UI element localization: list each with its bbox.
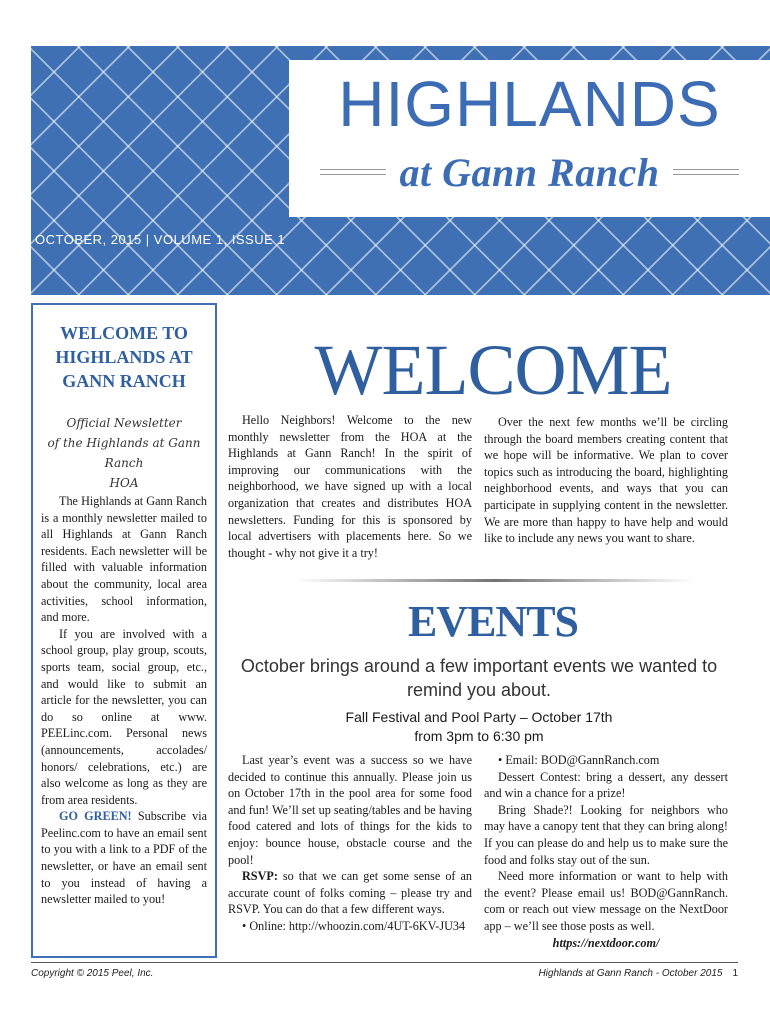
events-rsvp-paragraph [228, 868, 472, 918]
events-subhead [240, 708, 718, 746]
events-intro: October brings around a few important events we wanted to remind you about. [240, 656, 718, 700]
bring-shade-paragraph: Bring Shade?! Looking for neighbors who may have a canopy tent that they can bring along! If you can please do and help us to make sure the food and folks stay out of the sun. [484, 802, 728, 867]
footer-copyright: Copyright © 2015 Peel, Inc. [31, 968, 154, 979]
issue-line: OCTOBER, 2015 | VOLUME 1, ISSUE 1 [35, 232, 286, 247]
newsletter-subtitle: at Gann Ranch [399, 149, 660, 195]
footer-publication [538, 968, 738, 979]
events-column-1 [228, 752, 472, 935]
subtitle-rule-right [673, 169, 739, 175]
subtitle-row [289, 144, 770, 200]
subtitle-rule-left [320, 169, 386, 175]
sidebar-box [31, 303, 217, 958]
events-subhead-line-2: from 3pm to 6:30 pm [414, 728, 544, 744]
welcome-paragraph-2: Over the next few months we’ll be circling through the board members creating content that we hope will be informative. We plan to cover topics such as introducing the board, highlighting neighborhood events, and ways that you can participate in supplying content in the newsletter. We are more than happy to have help and would like to include any news you want to share. [484, 415, 728, 546]
email-rsvp-bullet: • Email: BOD@GannRanch.com [498, 753, 660, 767]
nextdoor-link[interactable]: https://nextdoor.com/ [552, 935, 660, 950]
script-line-3: HOA [109, 476, 139, 490]
welcome-heading: WELCOME [314, 330, 672, 410]
sidebar-paragraph-3 [41, 808, 207, 908]
events-paragraph-1: Last year’s event was a success so we have decided to continue this annually. Please join us on October 17th in the pool area for some food and fun! We’ll set up seating/tables and be having food catered and lots of things for the kids to enjoy: bounce house, obstacle course and the pool! [228, 753, 472, 867]
welcome-column-2 [484, 414, 728, 547]
script-line-2: of the Highlands at Gann Ranch [47, 436, 201, 470]
welcome-paragraph-1: Hello Neighbors! Welcome to the new monthly newsletter from the HOA at the Highlands at Gann Ranch! In the spirit of improving our communications with the neighborhood, we have signed up with a local organization that creates and distributes HOA newsletters. Funding for this is sponsored by local advertisers with placements here. So we thought - why not give it a try! [228, 413, 472, 560]
go-green-label: GO GREEN! [59, 809, 132, 824]
page-number: 1 [732, 968, 738, 979]
events-heading: EVENTS [407, 597, 579, 646]
script-line-1: Official Newsletter [66, 416, 182, 430]
sidebar-paragraph-1: The Highlands at Gann Ranch is a monthly newsletter mailed to all Highlands at Gann Ranch residents. Each newsletter will be filled with valuable information about the community, local area activities, school information, and more. [41, 494, 207, 625]
online-rsvp-bullet: • Online: http://whoozin.com/4UT-6KV-JU34 [242, 918, 466, 933]
rsvp-label: RSVP: [242, 869, 278, 884]
sidebar-title: WELCOME TO HIGHLANDS AT GANN RANCH [55, 323, 193, 391]
sidebar-paragraph-2: If you are involved with a school group, play group, scouts, sports team, social group, etc., and would like to submit an article for the newsletter, you can do so online at www. PEELinc.com. Personal news (announcements, accolades/ honors/ celebrations, etc.) are also welcome as long as they are from area residents. [41, 626, 207, 807]
more-info-paragraph: Need more information or want to help with the event? Please email us! BOD@GannRanch. com or reach out view message on the NextDoor app – we’ll see those posts as well. [484, 869, 728, 933]
masthead-banner [31, 46, 770, 295]
footer-rule [31, 962, 738, 963]
sidebar-body [41, 493, 207, 908]
go-green-text: Subscribe via Peelinc.com to have an email sent to you with a link to a PDF of the newsletter, or have an email sent to you instead of having a newsletter mailed to you! [41, 809, 207, 907]
sidebar-official-newsletter [41, 413, 207, 493]
rsvp-text: so that we can get some sense of an accurate count of folks coming – please try and RSVP. You can do that a few different ways. [228, 869, 472, 917]
events-column-2 [484, 752, 728, 951]
section-divider [295, 579, 695, 582]
newsletter-title: HIGHLANDS [338, 68, 721, 140]
welcome-column-1 [228, 412, 472, 561]
footer-publication-name: Highlands at Gann Ranch - October 2015 [538, 968, 723, 979]
events-subhead-line-1: Fall Festival and Pool Party – October 17th [345, 709, 613, 725]
masthead-title-box [289, 60, 770, 217]
dessert-contest-paragraph: Dessert Contest: bring a dessert, any dessert and win a chance for a prize! [484, 769, 728, 801]
